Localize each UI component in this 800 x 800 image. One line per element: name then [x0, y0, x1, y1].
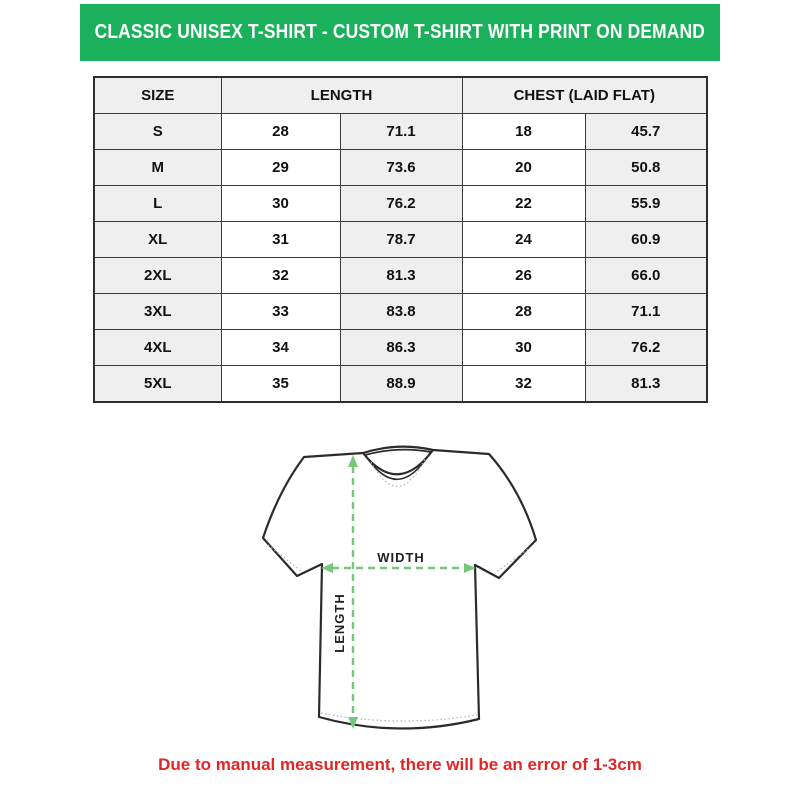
cell-chest-in: 30	[462, 330, 585, 366]
cell-size: 5XL	[94, 366, 221, 403]
cell-length-cm: 83.8	[340, 294, 462, 330]
cell-size: M	[94, 150, 221, 186]
cell-chest-cm: 81.3	[585, 366, 707, 403]
width-label: WIDTH	[377, 550, 425, 565]
cell-chest-in: 22	[462, 186, 585, 222]
cell-length-in: 29	[221, 150, 340, 186]
table-row	[94, 186, 707, 222]
tshirt-outline	[263, 447, 536, 729]
cell-length-in: 30	[221, 186, 340, 222]
cell-length-cm: 88.9	[340, 366, 462, 403]
cell-chest-cm: 60.9	[585, 222, 707, 258]
cell-length-cm: 71.1	[340, 114, 462, 150]
cell-size: 3XL	[94, 294, 221, 330]
cell-length-cm: 78.7	[340, 222, 462, 258]
cell-size: L	[94, 186, 221, 222]
measurement-error-note: Due to manual measurement, there will be an error of 1-3cm	[158, 755, 642, 774]
header-length: LENGTH	[221, 77, 462, 114]
cell-chest-cm: 66.0	[585, 258, 707, 294]
table-row	[94, 150, 707, 186]
header-size: SIZE	[94, 77, 221, 114]
table-row	[94, 114, 707, 150]
table-row	[94, 294, 707, 330]
table-row	[94, 366, 707, 403]
cell-length-cm: 81.3	[340, 258, 462, 294]
cell-length-cm: 86.3	[340, 330, 462, 366]
cell-chest-in: 32	[462, 366, 585, 403]
cell-chest-in: 26	[462, 258, 585, 294]
cell-length-in: 35	[221, 366, 340, 403]
table-row	[94, 330, 707, 366]
title-banner	[80, 4, 720, 61]
table-row	[94, 222, 707, 258]
cell-chest-cm: 50.8	[585, 150, 707, 186]
size-chart-table	[93, 76, 708, 403]
cell-size: S	[94, 114, 221, 150]
page-title: CLASSIC UNISEX T-SHIRT - CUSTOM T-SHIRT WITH PRINT ON DEMAND	[94, 21, 706, 43]
cell-chest-in: 18	[462, 114, 585, 150]
table-header-row	[94, 77, 707, 114]
cell-length-in: 32	[221, 258, 340, 294]
cell-size: XL	[94, 222, 221, 258]
cell-length-in: 28	[221, 114, 340, 150]
cell-length-in: 34	[221, 330, 340, 366]
cell-chest-in: 24	[462, 222, 585, 258]
cell-chest-cm: 71.1	[585, 294, 707, 330]
cell-size: 2XL	[94, 258, 221, 294]
tshirt-icon	[255, 440, 545, 738]
cell-length-in: 31	[221, 222, 340, 258]
header-chest: CHEST (LAID FLAT)	[462, 77, 707, 114]
length-label: LENGTH	[332, 593, 347, 653]
cell-chest-cm: 76.2	[585, 330, 707, 366]
tshirt-measurement-diagram	[255, 440, 545, 738]
cell-chest-cm: 45.7	[585, 114, 707, 150]
cell-chest-cm: 55.9	[585, 186, 707, 222]
cell-length-cm: 76.2	[340, 186, 462, 222]
cell-length-cm: 73.6	[340, 150, 462, 186]
cell-chest-in: 20	[462, 150, 585, 186]
cell-chest-in: 28	[462, 294, 585, 330]
cell-size: 4XL	[94, 330, 221, 366]
table-row	[94, 258, 707, 294]
cell-length-in: 33	[221, 294, 340, 330]
